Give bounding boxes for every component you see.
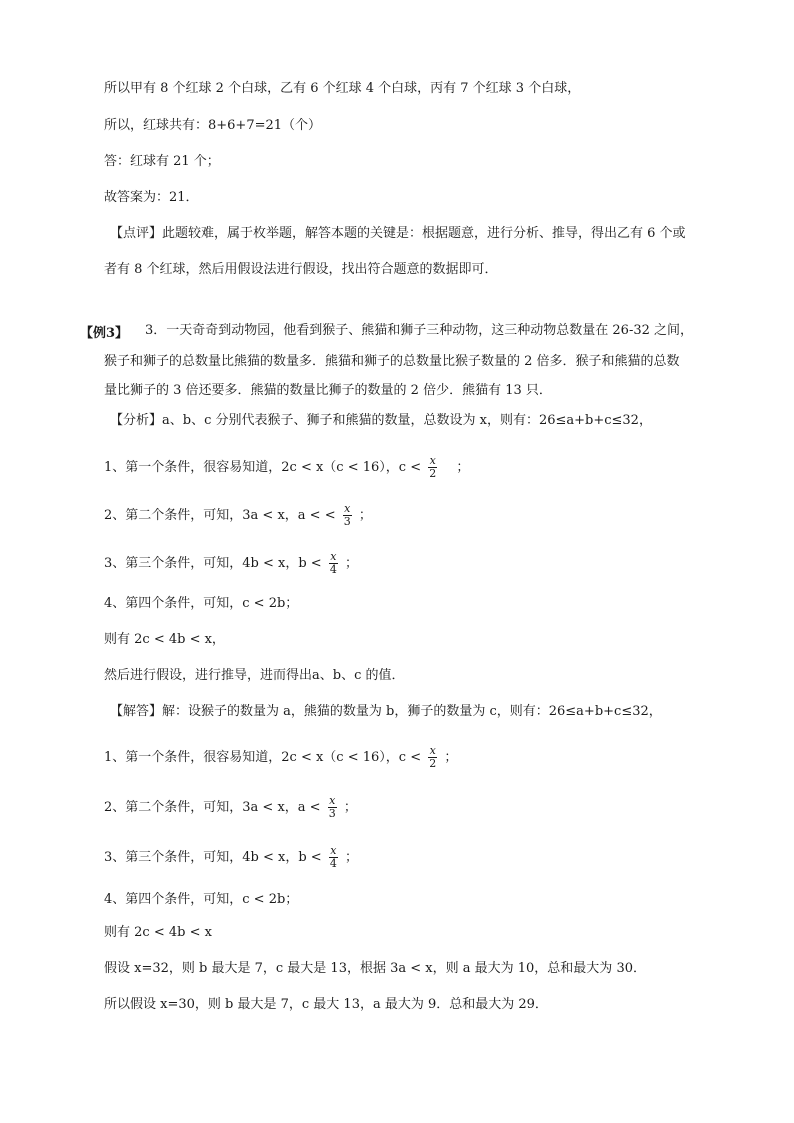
condition-end: ； bbox=[344, 850, 358, 865]
fraction-numerator: x bbox=[329, 794, 336, 807]
example-question-line: 3．一天奇奇到动物园，他看到猴子、熊猫和狮子三种动物，这三种动物总数量在 26-32 之间， bbox=[145, 323, 694, 338]
text-line: 所以，红球共有：8+6+7=21（个） bbox=[104, 118, 322, 133]
fraction-denominator: 2 bbox=[429, 467, 437, 480]
analysis-condition-1 bbox=[104, 455, 469, 480]
fraction-x-over-4 bbox=[329, 845, 338, 870]
fraction-numerator: x bbox=[330, 550, 337, 563]
analysis-intro: 【分析】a、b、c 分别代表猴子、狮子和熊猫的数量，总数设为 x，则有：26≤a+b+c≤32， bbox=[110, 413, 652, 428]
analysis-condition-4: 4、第四个条件，可知，c < 2b； bbox=[104, 596, 299, 611]
condition-text: 2、第二个条件，可知，3a < x，a < bbox=[104, 800, 321, 815]
fraction-denominator: 2 bbox=[429, 757, 437, 770]
solution-then: 则有 2c < 4b < x bbox=[104, 925, 212, 940]
text-line: 答：红球有 21 个； bbox=[104, 154, 220, 169]
analysis-after: 然后进行假设，进行推导，进而得出a、b、c 的值． bbox=[104, 668, 405, 683]
analysis-condition-3 bbox=[104, 551, 358, 576]
fraction-x-over-2 bbox=[428, 745, 437, 770]
solution-condition-2 bbox=[104, 795, 357, 820]
fraction-numerator: x bbox=[429, 454, 436, 467]
condition-text: 3、第三个条件，可知，4b < x，b < bbox=[104, 556, 322, 571]
solution-condition-4: 4、第四个条件，可知，c < 2b； bbox=[104, 892, 299, 907]
solution-assumption-1: 假设 x=32，则 b 最大是 7，c 最大是 13，根据 3a < x，则 a 最大为 10，总和最大为 30． bbox=[104, 961, 646, 976]
condition-text: 1、第一个条件，很容易知道，2c < x（c < 16），c < bbox=[104, 750, 422, 765]
condition-end: ； bbox=[343, 800, 357, 815]
example-question-line: 量比狮子的 3 倍还要多．熊猫的数量比狮子的数量的 2 倍少．熊猫有 13 只． bbox=[104, 383, 552, 398]
condition-end: ； bbox=[456, 460, 470, 475]
condition-end: ； bbox=[344, 556, 358, 571]
fraction-denominator: 4 bbox=[329, 857, 337, 870]
solution-condition-3 bbox=[104, 845, 358, 870]
comment-line: 者有 8 个红球，然后用假设法进行假设，找出符合题意的数据即可． bbox=[104, 262, 498, 277]
condition-end: ； bbox=[358, 508, 372, 523]
fraction-numerator: x bbox=[429, 744, 436, 757]
fraction-x-over-2 bbox=[428, 455, 437, 480]
fraction-numerator: x bbox=[330, 844, 337, 857]
fraction-denominator: 3 bbox=[328, 807, 336, 820]
condition-text: 1、第一个条件，很容易知道，2c < x（c < 16），c < bbox=[104, 460, 422, 475]
fraction-denominator: 3 bbox=[343, 515, 351, 528]
analysis-then: 则有 2c < 4b < x， bbox=[104, 632, 225, 647]
fraction-x-over-4 bbox=[329, 551, 338, 576]
analysis-condition-2 bbox=[104, 503, 372, 528]
fraction-numerator: x bbox=[344, 502, 351, 515]
example-tag: 【例3】 bbox=[80, 326, 129, 341]
solution-condition-1 bbox=[104, 745, 457, 770]
fraction-x-over-3 bbox=[343, 503, 352, 528]
text-line: 故答案为：21． bbox=[104, 190, 199, 205]
solution-intro: 【解答】解：设猴子的数量为 a，熊猫的数量为 b，狮子的数量为 c，则有：26≤a+b+c≤32， bbox=[110, 704, 662, 719]
solution-assumption-2: 所以假设 x=30，则 b 最大是 7，c 最大 13，a 最大为 9．总和最大为 29． bbox=[104, 997, 548, 1012]
comment-line: 【点评】此题较难，属于枚举题，解答本题的关键是：根据题意，进行分析、推导，得出乙有 6 个或 bbox=[110, 226, 686, 241]
fraction-x-over-3 bbox=[328, 795, 337, 820]
fraction-denominator: 4 bbox=[329, 563, 337, 576]
condition-end: ； bbox=[444, 750, 458, 765]
condition-text: 3、第三个条件，可知，4b < x，b < bbox=[104, 850, 322, 865]
example-question-line: 猴子和狮子的总数量比熊猫的数量多．熊猫和狮子的总数量比猴子数量的 2 倍多．猴子和熊猫的总数 bbox=[104, 354, 680, 369]
text-line: 所以甲有 8 个红球 2 个白球，乙有 6 个红球 4 个白球，丙有 7 个红球 3 个白球， bbox=[104, 81, 581, 96]
condition-text: 2、第二个条件，可知，3a < x，a < < bbox=[104, 508, 336, 523]
